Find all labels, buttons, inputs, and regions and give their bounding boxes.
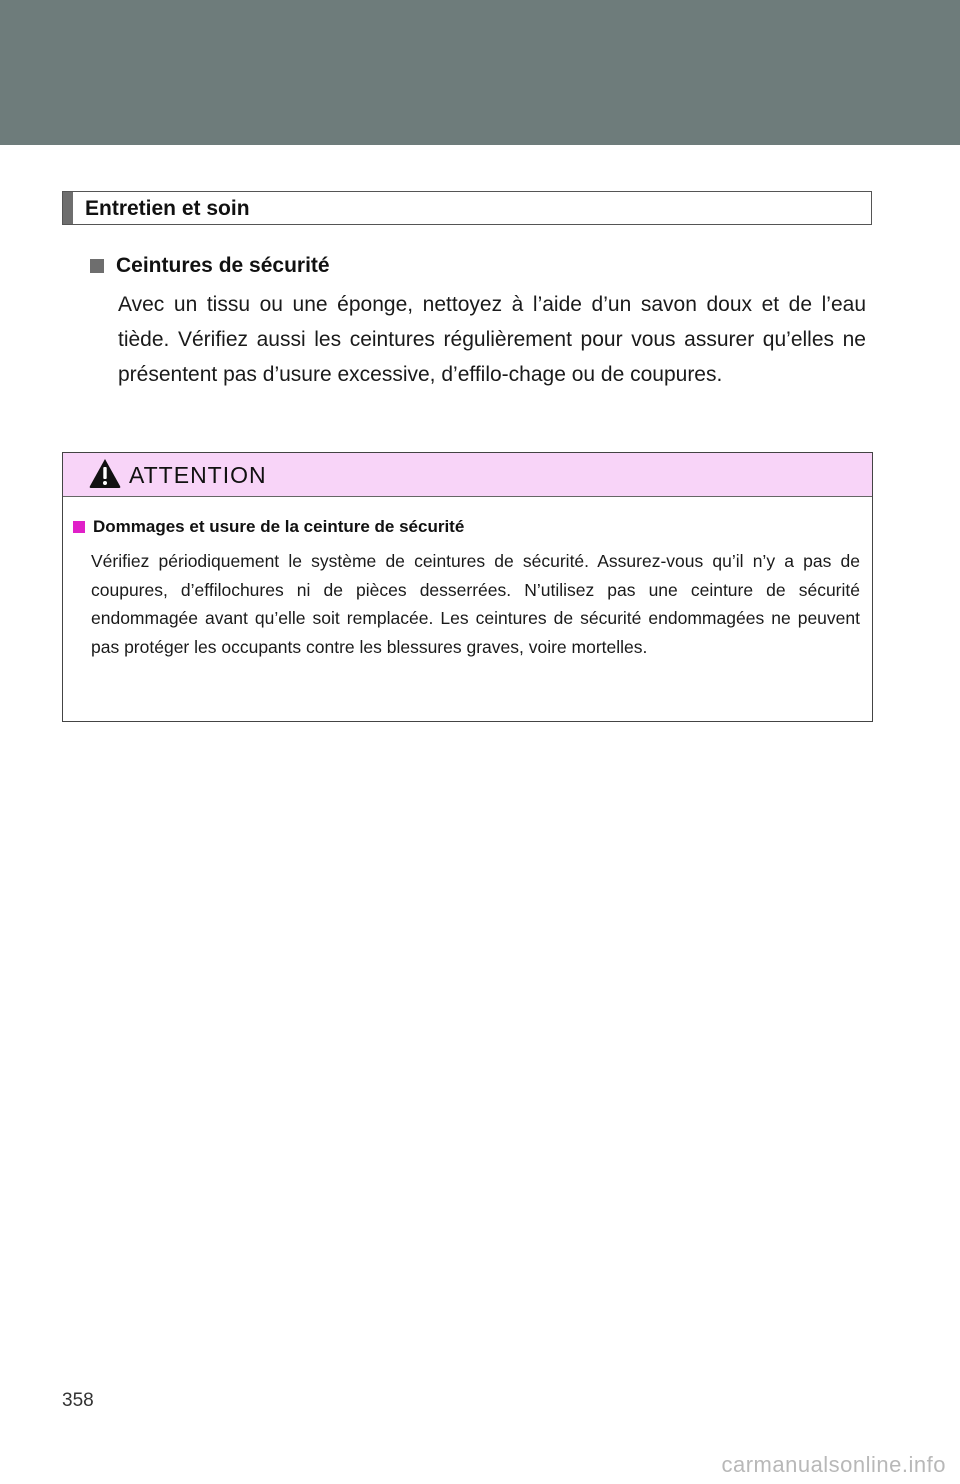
warning-title: ATTENTION <box>129 462 267 488</box>
warning-triangle-icon <box>88 457 122 489</box>
magenta-bullet-icon <box>73 521 85 533</box>
subsection-title: Ceintures de sécurité <box>116 254 330 277</box>
square-bullet-icon <box>90 259 104 273</box>
section-title: Entretien et soin <box>85 197 250 220</box>
warning-box <box>62 452 873 722</box>
warning-subheading <box>73 517 464 537</box>
section-header <box>62 191 872 225</box>
subsection-heading <box>90 254 330 278</box>
header-band <box>0 0 960 145</box>
warning-header <box>63 453 872 497</box>
warning-text: Vérifiez périodiquement le système de ceintures de sécurité. Assurez-vous qu’il n’y a pas de coupures, d’effilochures ni de pièces desserrées. N’utilisez pas une ceinture de sécurité endommagée avant qu’elle soit remplacée. Les ceintures de sécurité endommagées ne peuvent pas protéger les occupants contre les blessures graves, voire mortelles. <box>91 551 860 657</box>
section-header-bar <box>63 192 73 224</box>
subsection-body: Avec un tissu ou une éponge, nettoyez à l’aide d’un savon doux et de l’eau tiède. Vérifiez aussi les ceintures régulièrement pour vous assurer qu’elles ne présentent pas d’usure excessive, d’effilo-chage ou de coupures. <box>118 293 866 386</box>
page-number: 358 <box>62 1390 94 1411</box>
watermark: carmanualsonline.info <box>721 1452 946 1477</box>
warning-subheading-text: Dommages et usure de la ceinture de sécurité <box>93 517 465 536</box>
